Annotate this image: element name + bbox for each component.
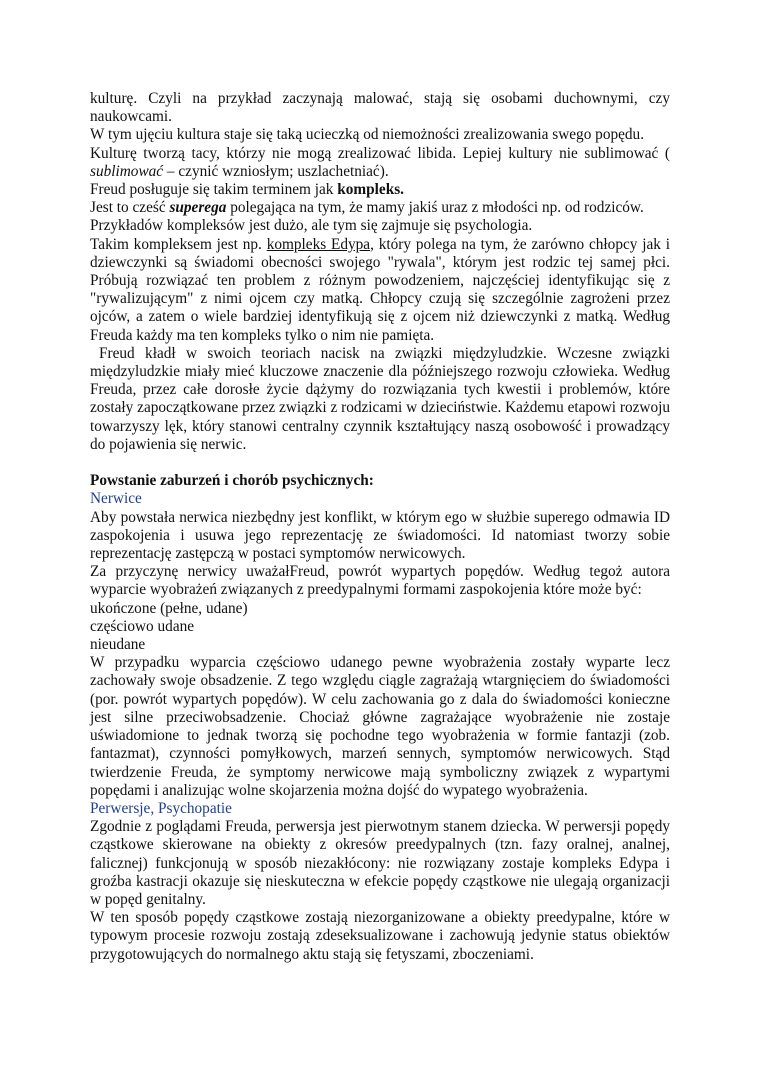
subsection-perwersje: Perwersje, Psychopatie: [90, 799, 232, 817]
term-kompleks: kompleks.: [337, 181, 404, 199]
list-item: częściowo udane: [90, 617, 195, 635]
paragraph-wyparcie: W przypadku wyparcia częściowo udanego pewne wyobrażenia zostały wyparte lecz zachowały swoje obsadzenie. Z tego względu ciągle zagrażają wtargnięciem do świadomości (por. powrót wypartych popędów). W celu zachowania go z dala do świadomości konieczne jest silne przeciwobsadzenie. Chociaż główne zagrażające wyobrażenie nie zostaje uświadomione to jednak tworzą się pochodne tego wyobrażenia w formie fantazji (zob. fantazmat), czynności pomyłkowych, marzeń sennych, symptomów nerwicowych. Stąd twierdzenie Freuda, że symptomy nerwicowe mają symboliczny związek z wypartymi popędami i analizując wolne skojarzenia można dojść do wypatego wyobrażenia.: [90, 654, 670, 799]
paragraph-nerwica-konflikt: Aby powstała nerwica niezbędny jest konflikt, w którym ego w służbie superego odmawia ID zaspokojenia i usuwa jego reprezentację ze świadomości. Id natomiast tworzy sobie reprezentację zastępczą w postaci symptomów nerwicowych.: [90, 508, 670, 563]
paragraph-ucieczka: W tym ujęciu kultura staje się taką ucieczką od niemożności zrealizowania swego popędu.: [90, 126, 645, 144]
section-heading: Powstanie zaburzeń i chorób psychicznych:: [90, 472, 374, 490]
paragraph-superego: Jest to cześć superega polegająca na tym, że mamy jakiś uraz z młodości np. od rodziców.: [90, 199, 644, 217]
paragraph-edyp: Takim kompleksem jest np. kompleks Edypa, który polega na tym, że zarówno chłopcy jak i dziewczynki są świadomi obecności swojego "rywala", którym jest rodzic tej samej płci. Próbują rozwiązać ten problem z różnym powodzeniem, najczęściej identyfikując się z "rywalizującym" z nimi ojcem czy matką. Chłopcy czują się szczególnie zagrożeni przez ojców, a zatem o wiele bardziej identyfikują się z ojcem niż dziewczynki z matką. Według Freuda każdy ma ten kompleks tylko o nim nie pamięta.: [90, 235, 670, 344]
paragraph-przyklady: Przykładów kompleksów jest dużo, ale tym się zajmuje się psychologia.: [90, 217, 533, 235]
paragraph-popedy: W ten sposób popędy cząstkowe zostają niezorganizowane a obiekty preedypalne, które w typowym procesie rozwoju zostają zdeseksualizowane i zachowują jedynie status obiektów przygotowujących do normalnego aktu stają się fetyszami, zboczeniami.: [90, 909, 670, 963]
paragraph-kultura: kulturę. Czyli na przykład zaczynają malować, stają się osobami duchownymi, czy naukowcami.: [90, 90, 670, 126]
spacer: [90, 454, 670, 472]
document-page: [90, 90, 670, 964]
term-superega: superega: [169, 199, 227, 217]
term-sublimowac: sublimować: [90, 162, 164, 180]
paragraph-kompleks-term: Freud posługuje się takim terminem jak kompleks.: [90, 181, 404, 199]
term-kompleks-edypa: kompleks Edypa: [266, 235, 371, 253]
subsection-nerwice: Nerwice: [90, 490, 142, 508]
paragraph-zwiazki: Freud kładł w swoich teoriach nacisk na związki międzyludzkie. Wczesne związki międzyludzkie miały mieć kluczowe znaczenie dla późniejszego rozwoju człowieka. Według Freuda, przez całe dorosłe życie dążymy do rozwiązania tych kwestii i problemów, które zostały zapoczątkowane przez związki z rodzicami w dzieciństwie. Każdemu etapowi rozwoju towarzyszy lęk, który stanowi centralny czynnik kształtujący naszą osobowość i prowadzący do pojawienia się nerwic.: [90, 344, 670, 453]
list-item: nieudane: [90, 636, 146, 654]
paragraph-perwersja: Zgodnie z poglądami Freuda, perwersja jest pierwotnym stanem dziecka. W perwersji popędy cząstkowe skierowane na obiekty z okresów preedypalnych (tzn. fazy oralnej, analnej, falicznej) funkcjonują w sposób niezakłócony: nie rozwiązany zostaje kompleks Edypa i groźba kastracji okazuje się nieskuteczna w efekcie popędy cząstkowe nie ulegają organizacji w popęd genitalny.: [90, 818, 670, 908]
paragraph-sublimacja: Kulturę tworzą tacy, którzy nie mogą zrealizować libida. Lepiej kultury nie sublimować ( sublimować – czynić wzniosłym; uszlachetniać).: [90, 144, 670, 180]
list-item: ukończone (pełne, udane): [90, 599, 248, 617]
paragraph-nerwica-przyczyna: Za przyczynę nerwicy uważałFreud, powrót wypartych popędów. Według tegoż autora wyparcie wyobrażeń związanych z preedypalnymi formami zaspokojenia które może być:: [90, 563, 670, 599]
